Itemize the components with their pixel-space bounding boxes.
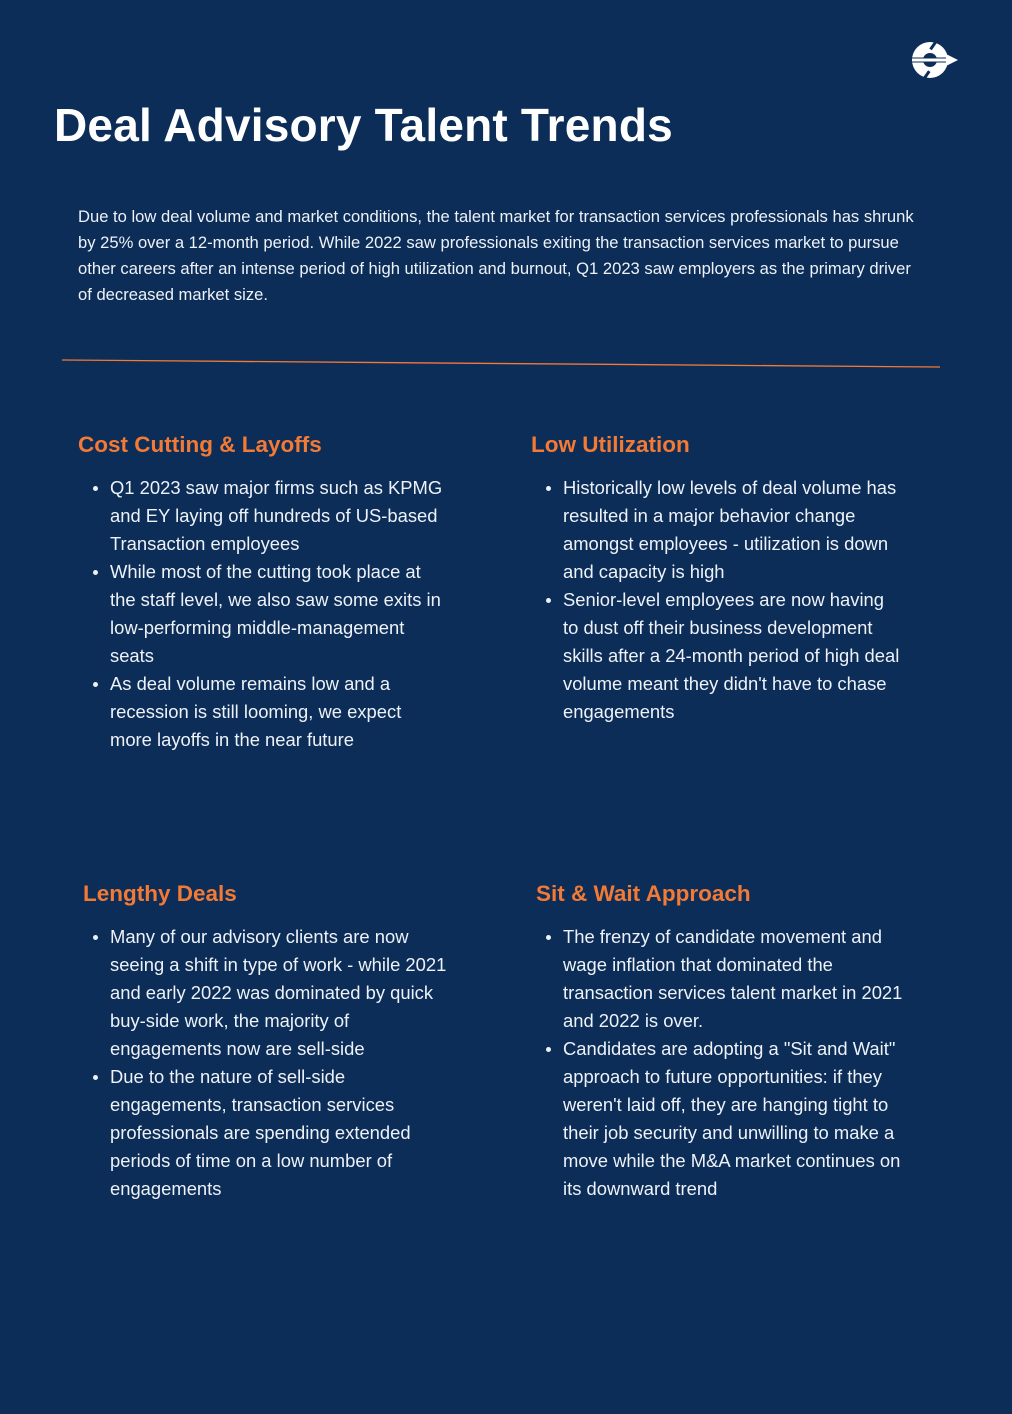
list-item: The frenzy of candidate movement and wage inflation that dominated the transaction services talent market in 2021 and 2022 is over.: [563, 923, 916, 1035]
section-lengthy-deals: [83, 881, 455, 1203]
section-heading: Cost Cutting & Layoffs: [78, 432, 322, 457]
section-divider: [62, 358, 940, 370]
section-heading: Lengthy Deals: [83, 881, 237, 906]
bullet-list: [78, 474, 448, 754]
intro-paragraph: Due to low deal volume and market conditions, the talent market for transaction services professionals has shrunk by 25% over a 12-month period. While 2022 saw professionals exiting the transaction services market to pursue other careers after an intense period of high utilization and burnout, Q1 2023 saw employers as the primary driver of decreased market size.: [78, 207, 914, 304]
list-item: Candidates are adopting a "Sit and Wait" approach to future opportunities: if they weren't laid off, they are hanging tight to their job security and unwilling to make a move while the M&A market continues on its downward trend: [563, 1035, 916, 1203]
list-item: Due to the nature of sell-side engagements, transaction services professionals are spending extended periods of time on a low number of engagements: [110, 1063, 455, 1203]
section-sit-and-wait-approach: [536, 881, 916, 1203]
section-cost-cutting-layoffs: [78, 432, 448, 754]
list-item: While most of the cutting took place at the staff level, we also saw some exits in low-performing middle-management seats: [110, 558, 448, 670]
page-title: Deal Advisory Talent Trends: [54, 99, 673, 151]
section-heading: Sit & Wait Approach: [536, 881, 751, 906]
list-item: As deal volume remains low and a recession is still looming, we expect more layoffs in the near future: [110, 670, 448, 754]
list-item: Senior-level employees are now having to dust off their business development skills after a 24-month period of high deal volume meant they didn't have to chase engagements: [563, 586, 901, 726]
bullet-list: [83, 923, 455, 1203]
list-item: Many of our advisory clients are now seeing a shift in type of work - while 2021 and early 2022 was dominated by quick buy-side work, the majority of engagements now are sell-side: [110, 923, 455, 1063]
section-heading: Low Utilization: [531, 432, 690, 457]
list-item: Q1 2023 saw major firms such as KPMG and EY laying off hundreds of US-based Transaction employees: [110, 474, 448, 558]
bullet-list: [531, 474, 901, 726]
list-item: Historically low levels of deal volume has resulted in a major behavior change amongst employees - utilization is down and capacity is high: [563, 474, 901, 586]
section-low-utilization: [531, 432, 901, 726]
bullet-list: [536, 923, 916, 1203]
circle-arrow-logo-icon: [908, 38, 960, 82]
